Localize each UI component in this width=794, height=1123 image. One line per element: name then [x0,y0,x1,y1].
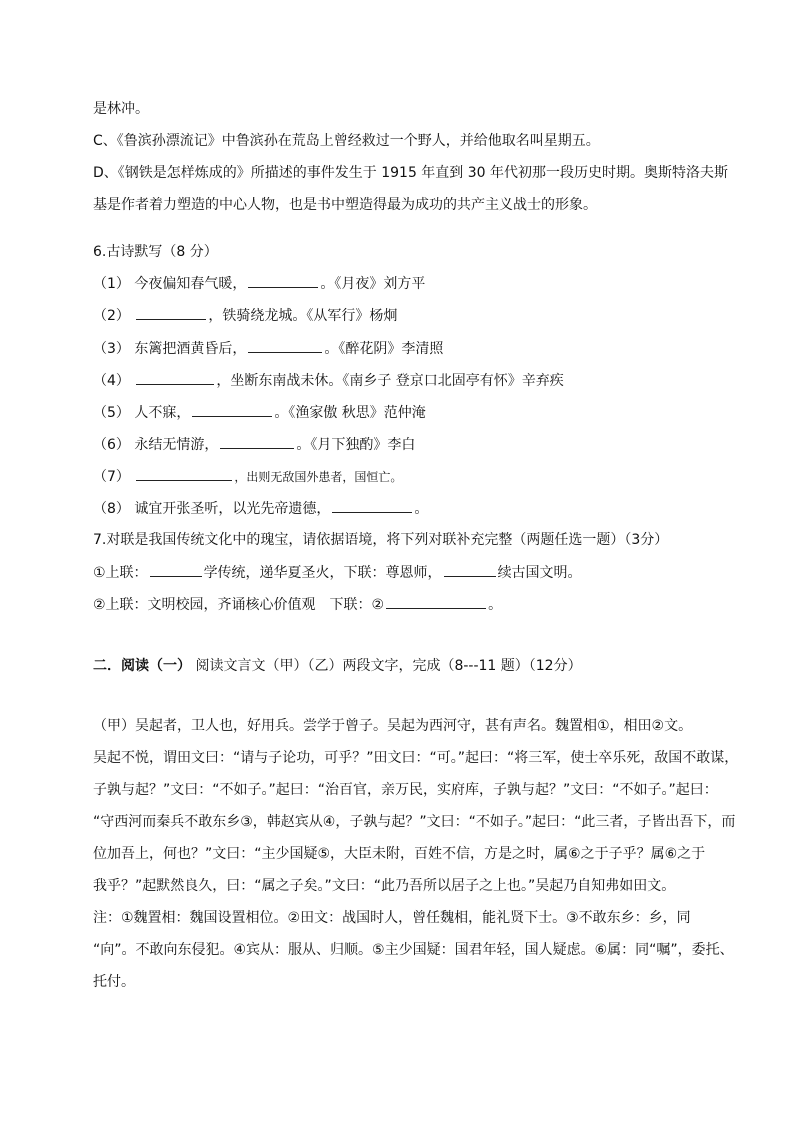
question-6-title: 6.古诗默写（8 分） [93,244,218,260]
note-line: 注：①魏置相：魏国设置相位。②田文：战国时人，曾任魏相，能礼贤下士。③不敢东乡：乡，同 [93,910,691,926]
text-line: 基是作者着力塑造的中心人物，也是书中塑造得最为成功的共产主义战士的形象。 [93,197,597,213]
text-line: D、《钢铁是怎样炼成的》所描述的事件发生于 1915 年直到 30 年代初那一段历史时期。奥斯特洛夫斯 [93,165,729,181]
answer-blank[interactable] [136,309,206,320]
couplet-text: 。 [488,597,503,613]
couplet-text: ②上联：文明校园，齐诵核心价值观 下联：② [93,597,385,613]
item-text: （8） 诚宜开张圣听，以光先帝遗德， [93,501,331,517]
poem-item-7 [93,466,402,486]
question-7-title: 7.对联是我国传统文化中的瑰宝，请依据语境，将下列对联补充完整（两题任选一题）（3分） [93,532,669,548]
answer-blank[interactable] [136,370,214,385]
couplet-text: ①上联： [93,565,148,581]
note-line: “向”。不敢向东侵犯。④宾从：服从、归顺。⑤主少国疑：国君年轻，国人疑虑。⑥属：同“嘱”，委托、 [93,942,734,958]
couplet-2 [93,594,502,614]
passage-line: 我乎？”起默然良久，曰：“属之子矣。”文曰：“此乃吾所以居子之上也。”吴起乃自知弗如田文。 [93,878,676,894]
item-text: （6） 永结无情游， [93,437,219,453]
couplet-text: 续古国文明。 [497,565,582,581]
item-text: （7） [93,469,135,485]
poem-item-5 [93,402,426,422]
answer-blank[interactable] [150,562,202,577]
item-text: （1） 今夜偏知春气暖， [93,276,247,292]
poem-item-2 [93,306,397,326]
couplet-text: 学传统，递华夏圣火，下联：尊恩师， [203,565,442,581]
section-heading-text: 阅读文言文（甲）（乙）两段文字，完成（8---11 题）（12分） [191,658,582,674]
item-text: 。 [414,501,429,517]
poem-item-6 [93,434,415,454]
item-text: （4） [93,373,135,389]
passage-line: 子孰与起？”文曰：“不如子。”起曰：“治百官，亲万民，实府库，子孰与起？”文曰：“不如子。”起曰： [93,782,718,798]
item-text: 。《渔家傲 秋思》范仲淹 [274,405,426,421]
poem-item-3 [93,338,443,358]
section-heading [93,656,582,676]
text-line: 是林冲。 [93,101,149,117]
poem-item-8 [93,498,428,518]
answer-blank[interactable] [248,277,318,288]
item-text: 。《醉花阴》李清照 [324,341,444,357]
item-text: （5） 人不寐， [93,405,191,421]
section-heading-bold: 二．阅读（一） [93,658,191,674]
item-text: （2） [93,308,135,324]
item-text: 。《月夜》刘方平 [320,276,426,292]
answer-blank[interactable] [192,402,272,417]
answer-blank[interactable] [444,562,496,577]
text-line: C、《鲁滨孙漂流记》中鲁滨孙在荒岛上曾经救过一个野人，并给他取名叫星期五。 [93,133,600,149]
item-text: （3） 东篱把酒黄昏后， [93,341,247,357]
item-text: ，铁骑绕龙城。《从军行》杨炯 [208,308,398,324]
passage-line: 位加吾上，何也？”文曰：“主少国疑⑤，大臣未附，百姓不信，方是之时，属⑥之于子乎？属⑥之于 [93,846,706,862]
item-text: ，出则无敌国外患者，国恒亡。 [234,470,403,484]
passage-line: 吴起不悦，谓田文曰：“请与子论功，可乎？”田文曰：“可。”起曰：“将三军，使士卒乐死，敌国不敢谋， [93,750,739,766]
passage-line: （甲）吴起者，卫人也，好用兵。尝学于曾子。吴起为西河守，甚有声名。魏置相①，相田②文。 [93,718,693,734]
item-text: ，坐断东南战未休。《南乡子 登京口北固亭有怀》辛弃疾 [216,373,564,389]
answer-blank[interactable] [136,466,232,481]
couplet-1 [93,562,582,582]
item-text: 。《月下独酌》李白 [296,437,416,453]
note-line: 托付。 [93,974,135,990]
poem-item-1 [93,274,425,294]
passage-line: “守西河而秦兵不敢东乡③，韩赵宾从④，子孰与起？”文曰：“不如子。”起曰：“此三者，子皆出吾下，而 [93,814,736,830]
answer-blank[interactable] [386,594,486,609]
answer-blank[interactable] [248,338,322,353]
poem-item-4 [93,370,564,390]
answer-blank[interactable] [332,498,412,513]
answer-blank[interactable] [220,434,294,449]
